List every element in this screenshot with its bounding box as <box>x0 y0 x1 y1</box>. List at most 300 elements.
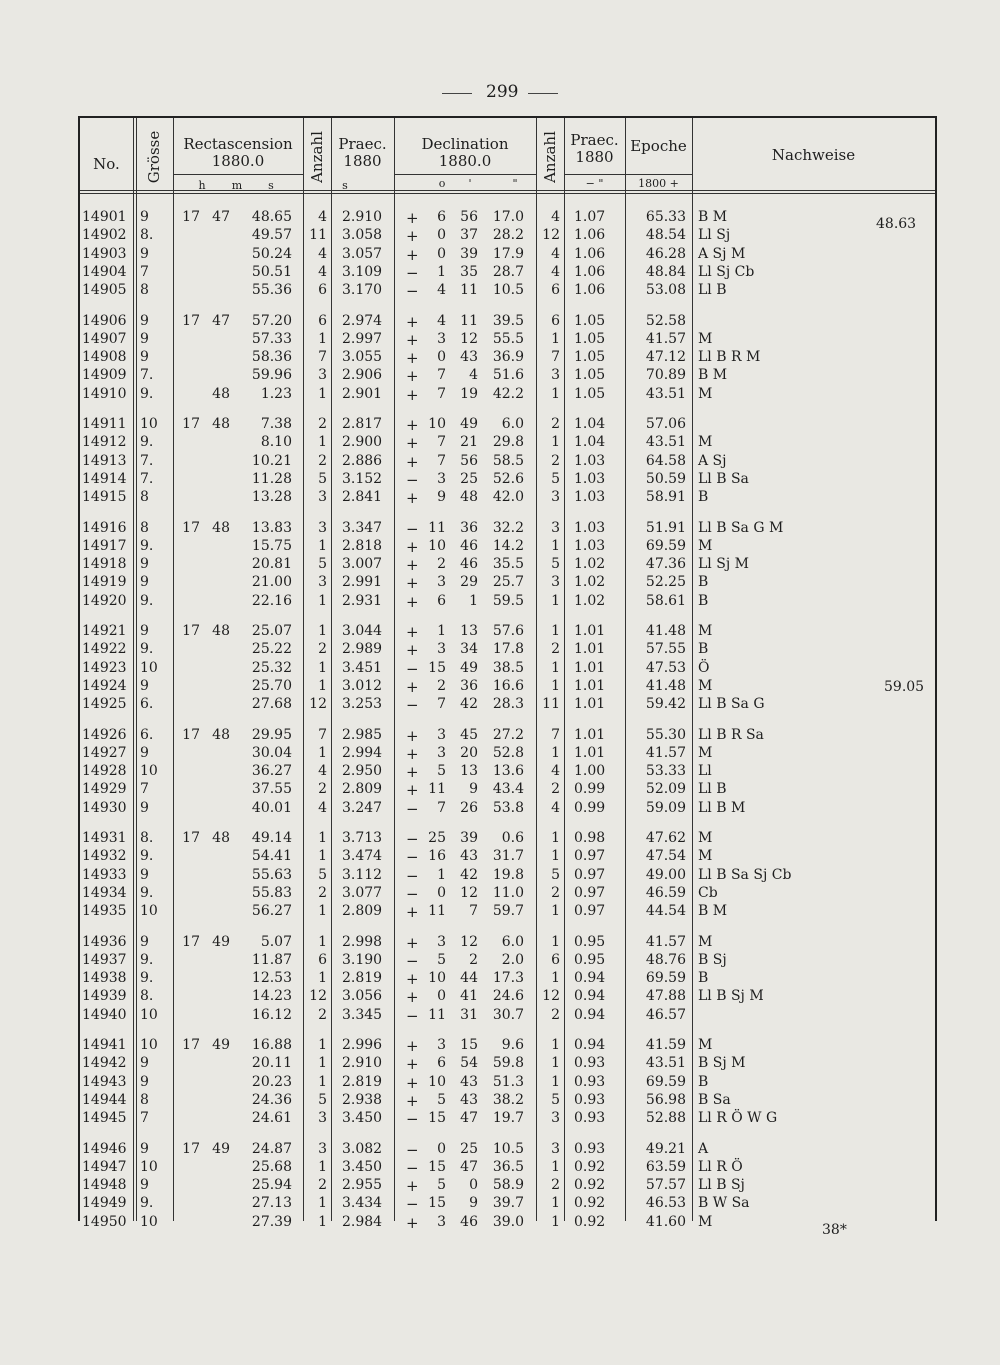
decl-minutes: 11 <box>460 282 478 299</box>
references: Ll B M <box>698 799 746 816</box>
decl-degrees: 5 <box>437 1177 446 1194</box>
ra-seconds: 20.81 <box>251 556 292 573</box>
row-number: 14916 <box>82 519 127 536</box>
magnitude: 9. <box>140 1195 154 1212</box>
row-number: 14902 <box>82 227 127 244</box>
row-number: 14948 <box>82 1177 127 1194</box>
epoch: 43.51 <box>645 434 686 451</box>
references: M <box>698 933 713 950</box>
ra-count: 1 <box>318 385 327 402</box>
row-number: 14919 <box>82 574 127 591</box>
decl-count: 1 <box>551 903 560 920</box>
decl-precession: 1.06 <box>574 282 606 299</box>
decl-minutes: 43 <box>460 1091 478 1108</box>
decl-degrees: 10 <box>428 537 446 554</box>
ra-minutes: 49 <box>212 1140 230 1157</box>
ra-precession: 3.077 <box>342 884 383 901</box>
decl-seconds: 38.5 <box>492 659 524 676</box>
decl-minutes: 7 <box>469 903 478 920</box>
decl-degrees: 1 <box>437 866 446 883</box>
ra-seconds: 57.33 <box>251 330 292 347</box>
ra-count: 1 <box>318 330 327 347</box>
ra-precession: 2.900 <box>342 434 383 451</box>
decl-minutes: 13 <box>460 763 478 780</box>
decl-precession: 0.94 <box>574 970 606 987</box>
decl-sign: + <box>406 763 419 782</box>
ra-precession: 2.950 <box>342 763 383 780</box>
epoch: 47.36 <box>645 556 686 573</box>
decl-minutes: 13 <box>460 623 478 639</box>
references: B Sa <box>698 1091 731 1108</box>
ra-count: 2 <box>318 416 327 432</box>
decl-seconds: 28.2 <box>492 227 524 244</box>
ra-seconds: 48.65 <box>251 209 292 225</box>
decl-sign: + <box>406 556 419 575</box>
ra-precession: 3.347 <box>342 519 383 536</box>
decl-sign: + <box>406 349 419 368</box>
references: B Sj M <box>698 1055 746 1072</box>
ra-units-rule <box>173 174 303 175</box>
magnitude: 9 <box>140 312 149 329</box>
decl-sign: − <box>406 1195 419 1214</box>
decl-precession: 0.95 <box>574 951 606 968</box>
decl-seconds: 53.8 <box>492 799 524 816</box>
decl-seconds: 0.6 <box>501 830 524 846</box>
decl-minutes: 9 <box>469 1195 478 1212</box>
decl-minutes: 12 <box>460 933 478 950</box>
magnitude: 9 <box>140 1177 149 1194</box>
ra-precession: 2.809 <box>342 903 383 920</box>
row-number: 14949 <box>82 1195 127 1212</box>
ra-precession: 3.434 <box>342 1195 383 1212</box>
header-nachweise: Nachweise <box>771 146 856 164</box>
references: M <box>698 537 713 554</box>
header-praec-2-unit: − " <box>585 177 604 190</box>
ra-seconds: 15.75 <box>251 537 292 554</box>
decl-sign: + <box>406 312 419 331</box>
decl-count: 6 <box>551 282 560 299</box>
decl-precession: 1.03 <box>574 489 606 506</box>
decl-precession: 1.03 <box>574 470 606 487</box>
ra-precession: 2.819 <box>342 970 383 987</box>
table-row <box>80 1141 935 1160</box>
decl-seconds: 9.6 <box>501 1037 524 1053</box>
decl-count: 1 <box>551 434 560 451</box>
decl-degrees: 3 <box>437 744 446 761</box>
row-number: 14911 <box>82 416 127 432</box>
epoch: 64.58 <box>645 452 686 469</box>
references: Ll Sj Cb <box>698 263 755 280</box>
ra-count: 1 <box>318 659 327 676</box>
magnitude: 7. <box>140 452 154 469</box>
decl-sign: + <box>406 726 419 745</box>
ra-count: 2 <box>318 1006 327 1023</box>
ra-precession: 3.474 <box>342 848 383 865</box>
row-number: 14917 <box>82 537 127 554</box>
table-row <box>80 1037 935 1056</box>
magnitude: 9. <box>140 641 154 658</box>
header-decl-deg: o <box>438 177 446 190</box>
decl-seconds: 36.9 <box>492 349 524 366</box>
ra-seconds: 24.36 <box>251 1091 292 1108</box>
decl-count: 3 <box>551 489 560 506</box>
magnitude: 9. <box>140 848 154 865</box>
header-ra-h: h <box>198 179 206 192</box>
row-number: 14932 <box>82 848 127 865</box>
decl-minutes: 46 <box>460 556 478 573</box>
epoch: 49.21 <box>645 1140 686 1157</box>
decl-precession: 1.05 <box>574 385 606 402</box>
ra-count: 1 <box>318 434 327 451</box>
references: B <box>698 489 709 506</box>
decl-precession: 0.93 <box>574 1140 606 1157</box>
ra-precession: 2.906 <box>342 367 383 384</box>
row-number: 14930 <box>82 799 127 816</box>
references: Ll B Sa G <box>698 696 765 713</box>
references: M <box>698 1037 713 1053</box>
decl-seconds: 57.6 <box>492 623 524 639</box>
ra-seconds: 59.96 <box>251 367 292 384</box>
ra-seconds: 49.57 <box>251 227 292 244</box>
decl-minutes: 31 <box>460 1006 478 1023</box>
ra-precession: 3.451 <box>342 659 383 676</box>
epoch: 49.00 <box>645 866 686 883</box>
decl-sign: − <box>406 1140 419 1159</box>
decl-count: 2 <box>551 781 560 798</box>
decl-count: 2 <box>551 452 560 469</box>
ra-seconds: 25.22 <box>251 641 292 658</box>
decl-minutes: 39 <box>460 245 478 262</box>
ra-precession: 3.057 <box>342 245 383 262</box>
magnitude: 9 <box>140 799 149 816</box>
decl-precession: 1.01 <box>574 696 606 713</box>
ra-seconds: 1.23 <box>260 385 292 402</box>
references: M <box>698 744 713 761</box>
decl-seconds: 38.2 <box>492 1091 524 1108</box>
decl-count: 1 <box>551 1158 560 1175</box>
decl-precession: 1.01 <box>574 659 606 676</box>
epoch: 41.59 <box>645 1037 686 1053</box>
ra-precession: 3.112 <box>342 866 383 883</box>
decl-precession: 1.01 <box>574 744 606 761</box>
decl-precession: 1.06 <box>574 227 606 244</box>
page-number-rule-right <box>528 93 558 94</box>
row-number: 14912 <box>82 434 127 451</box>
epoch: 56.98 <box>645 1091 686 1108</box>
decl-count: 11 <box>542 696 560 713</box>
magnitude: 9 <box>140 866 149 883</box>
magnitude: 7 <box>140 1110 149 1127</box>
table-row <box>80 471 935 490</box>
row-number: 14906 <box>82 312 127 329</box>
ra-seconds: 11.28 <box>251 470 292 487</box>
decl-degrees: 3 <box>437 933 446 950</box>
decl-degrees: 7 <box>437 799 446 816</box>
table-row <box>80 349 935 368</box>
decl-sign: + <box>406 537 419 556</box>
row-number: 14923 <box>82 659 127 676</box>
decl-minutes: 42 <box>460 696 478 713</box>
magnitude: 10 <box>140 1158 158 1175</box>
ra-seconds: 25.32 <box>251 659 292 676</box>
decl-degrees: 3 <box>437 470 446 487</box>
ra-count: 4 <box>318 763 327 780</box>
decl-precession: 0.97 <box>574 884 606 901</box>
references: A Sj M <box>698 245 746 262</box>
decl-seconds: 6.0 <box>501 416 524 432</box>
ra-seconds: 29.95 <box>251 726 292 743</box>
ra-count: 1 <box>318 903 327 920</box>
ra-count: 1 <box>318 848 327 865</box>
row-number: 14921 <box>82 623 127 639</box>
decl-precession: 0.98 <box>574 830 606 846</box>
decl-count: 5 <box>551 1091 560 1108</box>
table-row <box>80 1177 935 1196</box>
table-row <box>80 848 935 867</box>
epoch: 47.53 <box>645 659 686 676</box>
table-row <box>80 434 935 453</box>
references: Ll Sj M <box>698 556 749 573</box>
epoch: 48.54 <box>645 227 686 244</box>
decl-seconds: 31.7 <box>492 848 524 865</box>
ra-precession: 2.819 <box>342 1073 383 1090</box>
table-row <box>80 1092 935 1111</box>
decl-seconds: 25.7 <box>492 574 524 591</box>
decl-minutes: 43 <box>460 1073 478 1090</box>
ra-minutes: 48 <box>212 385 230 402</box>
decl-degrees: 4 <box>437 282 446 299</box>
decl-minutes: 36 <box>460 519 478 536</box>
decl-minutes: 15 <box>460 1037 478 1053</box>
epoch: 59.09 <box>645 799 686 816</box>
footer-signature-mark: 38* <box>822 1222 847 1238</box>
decl-degrees: 7 <box>437 696 446 713</box>
ra-count: 1 <box>318 744 327 761</box>
ra-count: 5 <box>318 470 327 487</box>
ra-precession: 3.058 <box>342 227 383 244</box>
decl-seconds: 19.8 <box>492 866 524 883</box>
decl-degrees: 1 <box>437 263 446 280</box>
decl-precession: 0.93 <box>574 1055 606 1072</box>
row-number: 14946 <box>82 1140 127 1157</box>
decl-count: 12 <box>542 227 560 244</box>
ra-hours: 17 <box>182 1140 200 1157</box>
table-row <box>80 800 935 819</box>
table-row <box>80 593 935 612</box>
magnitude: 9. <box>140 592 154 609</box>
epoch: 43.51 <box>645 1055 686 1072</box>
decl-count: 1 <box>551 1055 560 1072</box>
references: M <box>698 830 713 846</box>
ra-count: 1 <box>318 1213 327 1230</box>
magnitude: 9 <box>140 933 149 950</box>
decl-sign: + <box>406 1055 419 1074</box>
ra-seconds: 8.10 <box>260 434 292 451</box>
decl-precession: 1.03 <box>574 519 606 536</box>
references: A Sj <box>698 452 727 469</box>
ra-count: 1 <box>318 623 327 639</box>
ra-seconds: 56.27 <box>251 903 292 920</box>
ra-precession: 3.450 <box>342 1110 383 1127</box>
magnitude: 8. <box>140 988 154 1005</box>
decl-degrees: 3 <box>437 330 446 347</box>
table-row <box>80 696 935 715</box>
epoch: 47.54 <box>645 848 686 865</box>
decl-precession: 1.01 <box>574 726 606 743</box>
ra-hours: 17 <box>182 312 200 329</box>
decl-seconds: 58.5 <box>492 452 524 469</box>
decl-minutes: 9 <box>469 781 478 798</box>
decl-count: 7 <box>551 349 560 366</box>
decl-count: 5 <box>551 470 560 487</box>
decl-sign: + <box>406 227 419 246</box>
decl-count: 4 <box>551 799 560 816</box>
decl-degrees: 2 <box>437 556 446 573</box>
decl-degrees: 2 <box>437 677 446 694</box>
ra-precession: 2.841 <box>342 489 383 506</box>
decl-count: 1 <box>551 330 560 347</box>
decl-degrees: 15 <box>428 659 446 676</box>
row-number: 14920 <box>82 592 127 609</box>
row-number: 14907 <box>82 330 127 347</box>
decl-degrees: 0 <box>437 1140 446 1157</box>
ra-precession: 3.190 <box>342 951 383 968</box>
table-row <box>80 763 935 782</box>
decl-sign: + <box>406 677 419 696</box>
ra-precession: 3.152 <box>342 470 383 487</box>
decl-minutes: 54 <box>460 1055 478 1072</box>
references: M <box>698 330 713 347</box>
decl-minutes: 41 <box>460 988 478 1005</box>
decl-sign: − <box>406 659 419 678</box>
references: Ll B Sj M <box>698 988 764 1005</box>
row-number: 14942 <box>82 1055 127 1072</box>
ra-seconds: 37.55 <box>251 781 292 798</box>
ra-precession: 3.170 <box>342 282 383 299</box>
table-row <box>80 227 935 246</box>
ra-minutes: 47 <box>212 312 230 329</box>
row-number: 14938 <box>82 970 127 987</box>
references: A <box>698 1140 709 1157</box>
header-decl: Declination <box>421 135 509 153</box>
decl-sign: + <box>406 1091 419 1110</box>
ra-count: 12 <box>309 988 327 1005</box>
decl-degrees: 10 <box>428 1073 446 1090</box>
decl-sign: − <box>406 1006 419 1025</box>
references: Ll B <box>698 781 727 798</box>
decl-sign: − <box>406 1110 419 1129</box>
table-row <box>80 1159 935 1178</box>
ra-seconds: 20.23 <box>251 1073 292 1090</box>
ra-hours: 17 <box>182 623 200 639</box>
decl-minutes: 25 <box>460 1140 478 1157</box>
ra-count: 1 <box>318 1195 327 1212</box>
decl-degrees: 15 <box>428 1195 446 1212</box>
epoch: 57.06 <box>645 416 686 432</box>
table-row <box>80 1007 935 1026</box>
decl-count: 1 <box>551 1213 560 1230</box>
row-number: 14901 <box>82 209 127 225</box>
decl-precession: 1.02 <box>574 592 606 609</box>
decl-sign: − <box>406 830 419 848</box>
magnitude: 7. <box>140 470 154 487</box>
header-decl-epoch: 1880.0 <box>438 152 492 170</box>
magnitude: 9 <box>140 330 149 347</box>
magnitude: 9 <box>140 744 149 761</box>
decl-degrees: 0 <box>437 884 446 901</box>
references: M <box>698 434 713 451</box>
table-row <box>80 538 935 557</box>
table-row <box>80 867 935 886</box>
header-praec-unit: s <box>342 179 348 192</box>
table-row <box>80 386 935 405</box>
magnitude: 10 <box>140 903 158 920</box>
decl-seconds: 36.5 <box>492 1158 524 1175</box>
ra-precession: 3.056 <box>342 988 383 1005</box>
ra-precession: 3.247 <box>342 799 383 816</box>
references: B <box>698 641 709 658</box>
decl-sign: + <box>406 574 419 593</box>
decl-seconds: 39.0 <box>492 1213 524 1230</box>
ra-seconds: 49.14 <box>251 830 292 846</box>
ra-seconds: 16.88 <box>251 1037 292 1053</box>
ra-seconds: 22.16 <box>251 592 292 609</box>
ra-count: 5 <box>318 556 327 573</box>
ra-count: 3 <box>318 1140 327 1157</box>
decl-seconds: 59.5 <box>492 592 524 609</box>
page-number: 299 <box>486 82 519 102</box>
decl-seconds: 29.8 <box>492 434 524 451</box>
decl-sign: + <box>406 970 419 989</box>
table-row <box>80 416 935 435</box>
decl-seconds: 16.6 <box>492 677 524 694</box>
decl-seconds: 14.2 <box>492 537 524 554</box>
row-number: 14934 <box>82 884 127 901</box>
row-number: 14941 <box>82 1037 127 1053</box>
decl-seconds: 32.2 <box>492 519 524 536</box>
decl-minutes: 12 <box>460 330 478 347</box>
decl-sign: + <box>406 209 419 227</box>
epoch: 41.57 <box>645 744 686 761</box>
epoch: 50.59 <box>645 470 686 487</box>
decl-sign: + <box>406 434 419 453</box>
ra-count: 1 <box>318 677 327 694</box>
header-ra-epoch: 1880.0 <box>211 152 265 170</box>
ra-seconds: 7.38 <box>260 416 292 432</box>
ra-seconds: 12.53 <box>251 970 292 987</box>
decl-degrees: 11 <box>428 1006 446 1023</box>
decl-sign: + <box>406 781 419 800</box>
decl-precession: 0.94 <box>574 1037 606 1053</box>
references: Ll <box>698 763 712 780</box>
ra-count: 3 <box>318 367 327 384</box>
decl-degrees: 4 <box>437 312 446 329</box>
ra-seconds: 54.41 <box>251 848 292 865</box>
decl-count: 1 <box>551 970 560 987</box>
decl-precession: 1.03 <box>574 452 606 469</box>
magnitude: 8 <box>140 282 149 299</box>
decl-seconds: 59.8 <box>492 1055 524 1072</box>
ra-count: 7 <box>318 349 327 366</box>
ra-count: 1 <box>318 830 327 846</box>
decl-minutes: 11 <box>460 312 478 329</box>
decl-count: 1 <box>551 1037 560 1053</box>
table-row <box>80 970 935 989</box>
ra-precession: 2.910 <box>342 209 383 225</box>
epoch: 46.28 <box>645 245 686 262</box>
table-row <box>80 1055 935 1074</box>
decl-sign: − <box>406 470 419 489</box>
